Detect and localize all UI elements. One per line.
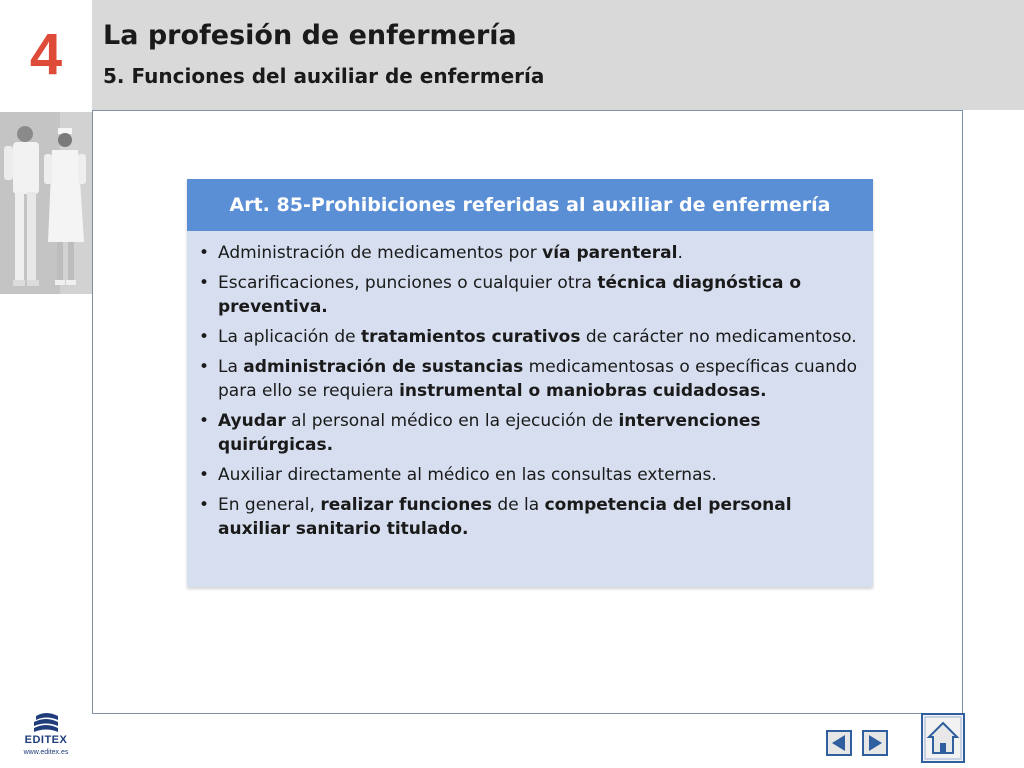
triangle-right-icon <box>862 730 888 756</box>
list-item-text: En general, <box>218 495 321 515</box>
page-subtitle: 5. Funciones del auxiliar de enfermería <box>103 64 545 88</box>
editex-logo <box>16 712 76 762</box>
home-button[interactable] <box>921 713 965 763</box>
list-item-bold-text: tratamientos curativos <box>361 327 581 347</box>
header-bar <box>92 0 1024 110</box>
list-item-text: Escarificaciones, punciones o cualquier otra <box>218 273 598 293</box>
bullet-icon: • <box>199 411 210 431</box>
list-item-bold-text: instrumental o maniobras cuidadosas. <box>399 381 767 401</box>
prohibitions-list <box>199 241 859 547</box>
list-item-text: de carácter no medicamentoso. <box>580 327 857 347</box>
chapter-box <box>0 0 92 110</box>
list-item <box>199 271 859 319</box>
bullet-icon: • <box>199 495 210 515</box>
list-item-text: de la <box>492 495 545 515</box>
list-item <box>199 325 859 349</box>
list-item <box>199 241 859 265</box>
prohibitions-card <box>187 179 873 587</box>
nurses-photo-illustration <box>0 112 92 294</box>
nurses-photo <box>0 112 92 294</box>
list-item-bold-text: competencia del personal auxiliar sanitario titulado. <box>218 495 792 539</box>
bullet-icon: • <box>199 357 210 377</box>
list-item-text: Auxiliar directamente al médico en las consultas externas. <box>218 465 717 485</box>
bullet-icon: • <box>199 465 210 485</box>
list-item-text: al personal médico en la ejecución de <box>285 411 619 431</box>
list-item <box>199 493 859 541</box>
list-item-text: . <box>677 243 683 263</box>
editex-logo-icon <box>16 712 76 734</box>
previous-slide-button[interactable] <box>826 730 852 756</box>
list-item <box>199 463 859 487</box>
list-item-text: Administración de medicamentos por <box>218 243 543 263</box>
triangle-left-icon <box>826 730 852 756</box>
next-slide-button[interactable] <box>862 730 888 756</box>
list-item <box>199 409 859 457</box>
list-item <box>199 355 859 403</box>
list-item-text: La <box>218 357 244 377</box>
list-item-text: medicamentosas o específicas cuando para ello se requiera <box>218 357 858 401</box>
list-item-bold-text: realizar funciones <box>320 495 492 515</box>
list-item-bold-text: vía parenteral <box>542 243 678 263</box>
list-item-text: La aplicación de <box>218 327 362 347</box>
list-item-bold-text: Ayudar <box>218 411 286 431</box>
bullet-icon: • <box>199 327 210 347</box>
logo-name: EDITEX <box>24 734 68 746</box>
list-item-bold-text: técnica diagnóstica o preventiva. <box>218 273 802 317</box>
page-title: La profesión de enfermería <box>103 20 517 51</box>
bullet-icon: • <box>199 273 210 293</box>
bullet-icon: • <box>199 243 210 263</box>
card-header <box>187 179 873 231</box>
list-item-bold-text: intervenciones quirúrgicas. <box>218 411 761 455</box>
home-icon <box>921 713 965 763</box>
card-title: Art. 85-Prohibiciones referidas al auxiliar de enfermería <box>229 194 831 216</box>
list-item-bold-text: administración de sustancias <box>243 357 524 377</box>
logo-url: www.editex.es <box>23 749 69 756</box>
chapter-number: 4 <box>29 22 63 87</box>
